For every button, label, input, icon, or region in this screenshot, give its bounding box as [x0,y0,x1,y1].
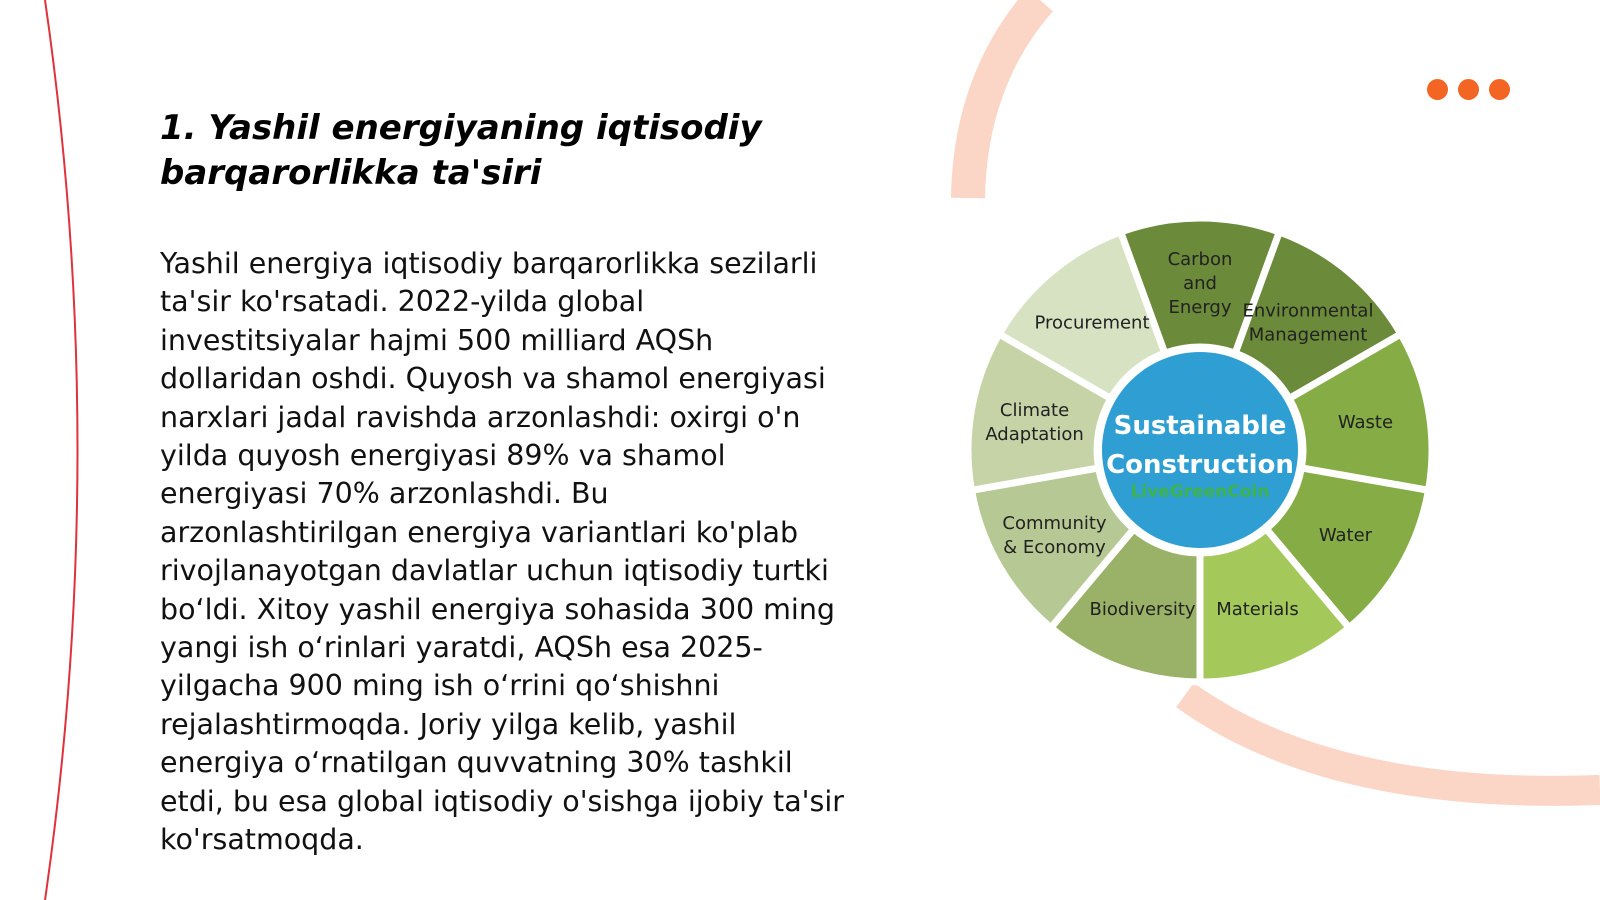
top-arc-decoration [968,0,1040,198]
sustainable-construction-wheel [950,200,1450,700]
wheel-segment-label: Water [1318,525,1373,546]
wheel-segment-label: Carbon [1167,249,1233,270]
dot-3 [1489,79,1510,100]
center-label-line-2: Construction [1106,450,1294,480]
left-curved-line [45,0,78,900]
wheel-segment-label: Management [1248,324,1368,346]
wheel-segment-label: Climate [999,399,1070,421]
wheel-segment-label: Environmental [1242,300,1374,322]
wheel-segment-label: & Economy [1003,537,1106,558]
bottom-arc-decoration [1185,695,1600,791]
three-dots-decoration [1427,79,1527,101]
wheel-segment-label: Procurement [1034,312,1150,334]
wheel-segment-label: Biodiversity [1089,598,1196,620]
center-label-line-1: Sustainable [1113,411,1287,441]
wheel-segment-label: Community [1002,513,1107,534]
watermark-label: LiveGreenCoin [1130,482,1270,502]
body-paragraph: Yashil energiya iqtisodiy barqarorlikka sezilarli ta'sir ko'rsatadi. 2022-yilda global investitsiyalar hajmi 500 milliard AQSh dollaridan oshdi. Quyosh va shamol energiyasi narxlari jadal ravishda arzonlashdi: oxirgi o'n yilda quyosh energiyasi 89% va shamol energiyasi 70% arzonlashdi. Bu arzonlashtirilgan energiya variantlari ko'plab rivojlanayotgan davlatlar uchun iqtisodiy turtki boʻldi. Xitoy yashil energiya sohasida 300 ming yangi ish oʻrinlari yaratdi, AQSh esa 2025-yilgacha 900 ming ish oʻrrini qoʻshishni rejalashtirmoqda. Joriy yilga kelib, yashil energiya oʻrnatilgan quvvatning 30% tashkil etdi, bu esa global iqtisodiy o'sishga ijobiy ta'sir ko'rsatmoqda. [160,247,844,857]
slide-title [160,106,860,196]
wheel-segment-label: Waste [1337,411,1394,433]
title-line-1: 1. Yashil energiyaning iqtisodiy [160,108,762,148]
title-line-2: barqarorlikka ta'siri [160,153,542,193]
dot-1 [1427,79,1448,100]
dot-2 [1458,79,1479,100]
wheel-segment-label: Adaptation [985,423,1084,445]
wheel-segment-label: Energy [1168,297,1232,318]
wheel-segment-label: and [1183,273,1217,294]
wheel-segment-label: Materials [1216,598,1299,620]
